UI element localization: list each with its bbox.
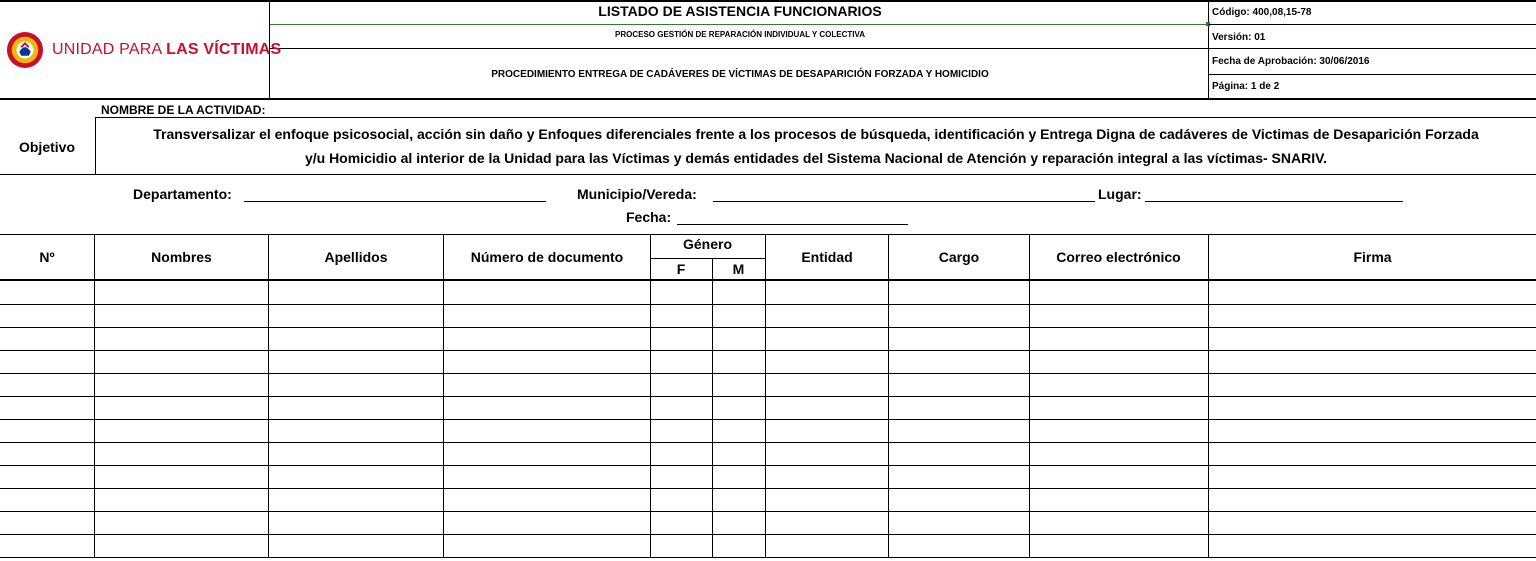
col-header-gender: Género: [682, 236, 732, 252]
objective-line-1: Transversalizar el enfoque psicosocial, acción sin daño y Enfoques diferenciales frente a los procesos de búsqueda, identificación y Entrega Digna de cadáveres de Victimas de Desaparición Forzada: [153, 126, 1479, 142]
activity-name-label: NOMBRE DE LA ACTIVIDAD:: [101, 103, 266, 117]
col-header-names: Nombres: [151, 249, 212, 265]
table-row[interactable]: [0, 419, 1536, 420]
table-row[interactable]: [0, 442, 1536, 443]
col-header-entity: Entidad: [801, 249, 853, 265]
place-label: Lugar:: [1098, 186, 1142, 202]
municipality-label: Municipio/Vereda:: [577, 186, 697, 202]
table-row[interactable]: [0, 396, 1536, 397]
date-field[interactable]: [677, 224, 908, 225]
table-row[interactable]: [0, 465, 1536, 466]
department-label: Departamento:: [133, 186, 232, 202]
page-number: Página: 1 de 2: [1212, 81, 1280, 92]
table-row[interactable]: [0, 511, 1536, 512]
table-row[interactable]: [0, 557, 1536, 558]
col-header-number: Nº: [39, 249, 55, 265]
approval-date: Fecha de Aprobación: 30/06/2016: [1212, 56, 1370, 67]
table-row[interactable]: [0, 488, 1536, 489]
col-header-position: Cargo: [938, 249, 980, 265]
procedure-name: PROCEDIMIENTO ENTREGA DE CADÁVERES DE VÍCTIMAS DE DESAPARICIÓN FORZADA Y HOMICIDIO: [491, 69, 989, 80]
process-name: PROCESO GESTIÓN DE REPARACIÓN INDIVIDUAL Y COLECTIVA: [615, 30, 865, 39]
table-row[interactable]: [0, 350, 1536, 351]
logo-text-prefix: UNIDAD PARA: [52, 41, 167, 58]
col-header-signature: Firma: [1353, 249, 1392, 265]
col-header-email: Correo electrónico: [1056, 249, 1181, 265]
document-code: Código: 400,08,15-78: [1212, 7, 1312, 18]
municipality-field[interactable]: [713, 201, 1095, 202]
objective-line-2: y/u Homicidio al interior de la Unidad para las Víctimas y demás entidades del Sistema Nacional de Atención y reparación integral a las víctimas- SNARIV.: [304, 150, 1328, 166]
coat-of-arms-seal-icon: [6, 31, 44, 69]
document-title: LISTADO DE ASISTENCIA FUNCIONARIOS: [598, 3, 882, 19]
document-version: Versión: 01: [1212, 32, 1266, 43]
table-row[interactable]: [0, 373, 1536, 374]
table-row[interactable]: [0, 304, 1536, 305]
col-header-gender-m: M: [732, 261, 745, 277]
col-header-gender-f: F: [676, 261, 686, 277]
col-header-document: Número de documento: [470, 249, 624, 265]
logo-text-emphasis: LAS VÍCTIMAS: [166, 41, 282, 58]
department-field[interactable]: [244, 201, 546, 202]
unidad-victimas-logo: [6, 26, 281, 74]
place-field[interactable]: [1145, 201, 1403, 202]
date-label: Fecha:: [626, 209, 672, 225]
col-header-surnames: Apellidos: [324, 249, 388, 265]
objective-text: [98, 122, 1534, 170]
table-row[interactable]: [0, 327, 1536, 328]
objective-label: Objetivo: [18, 139, 75, 155]
table-row[interactable]: [0, 534, 1536, 535]
